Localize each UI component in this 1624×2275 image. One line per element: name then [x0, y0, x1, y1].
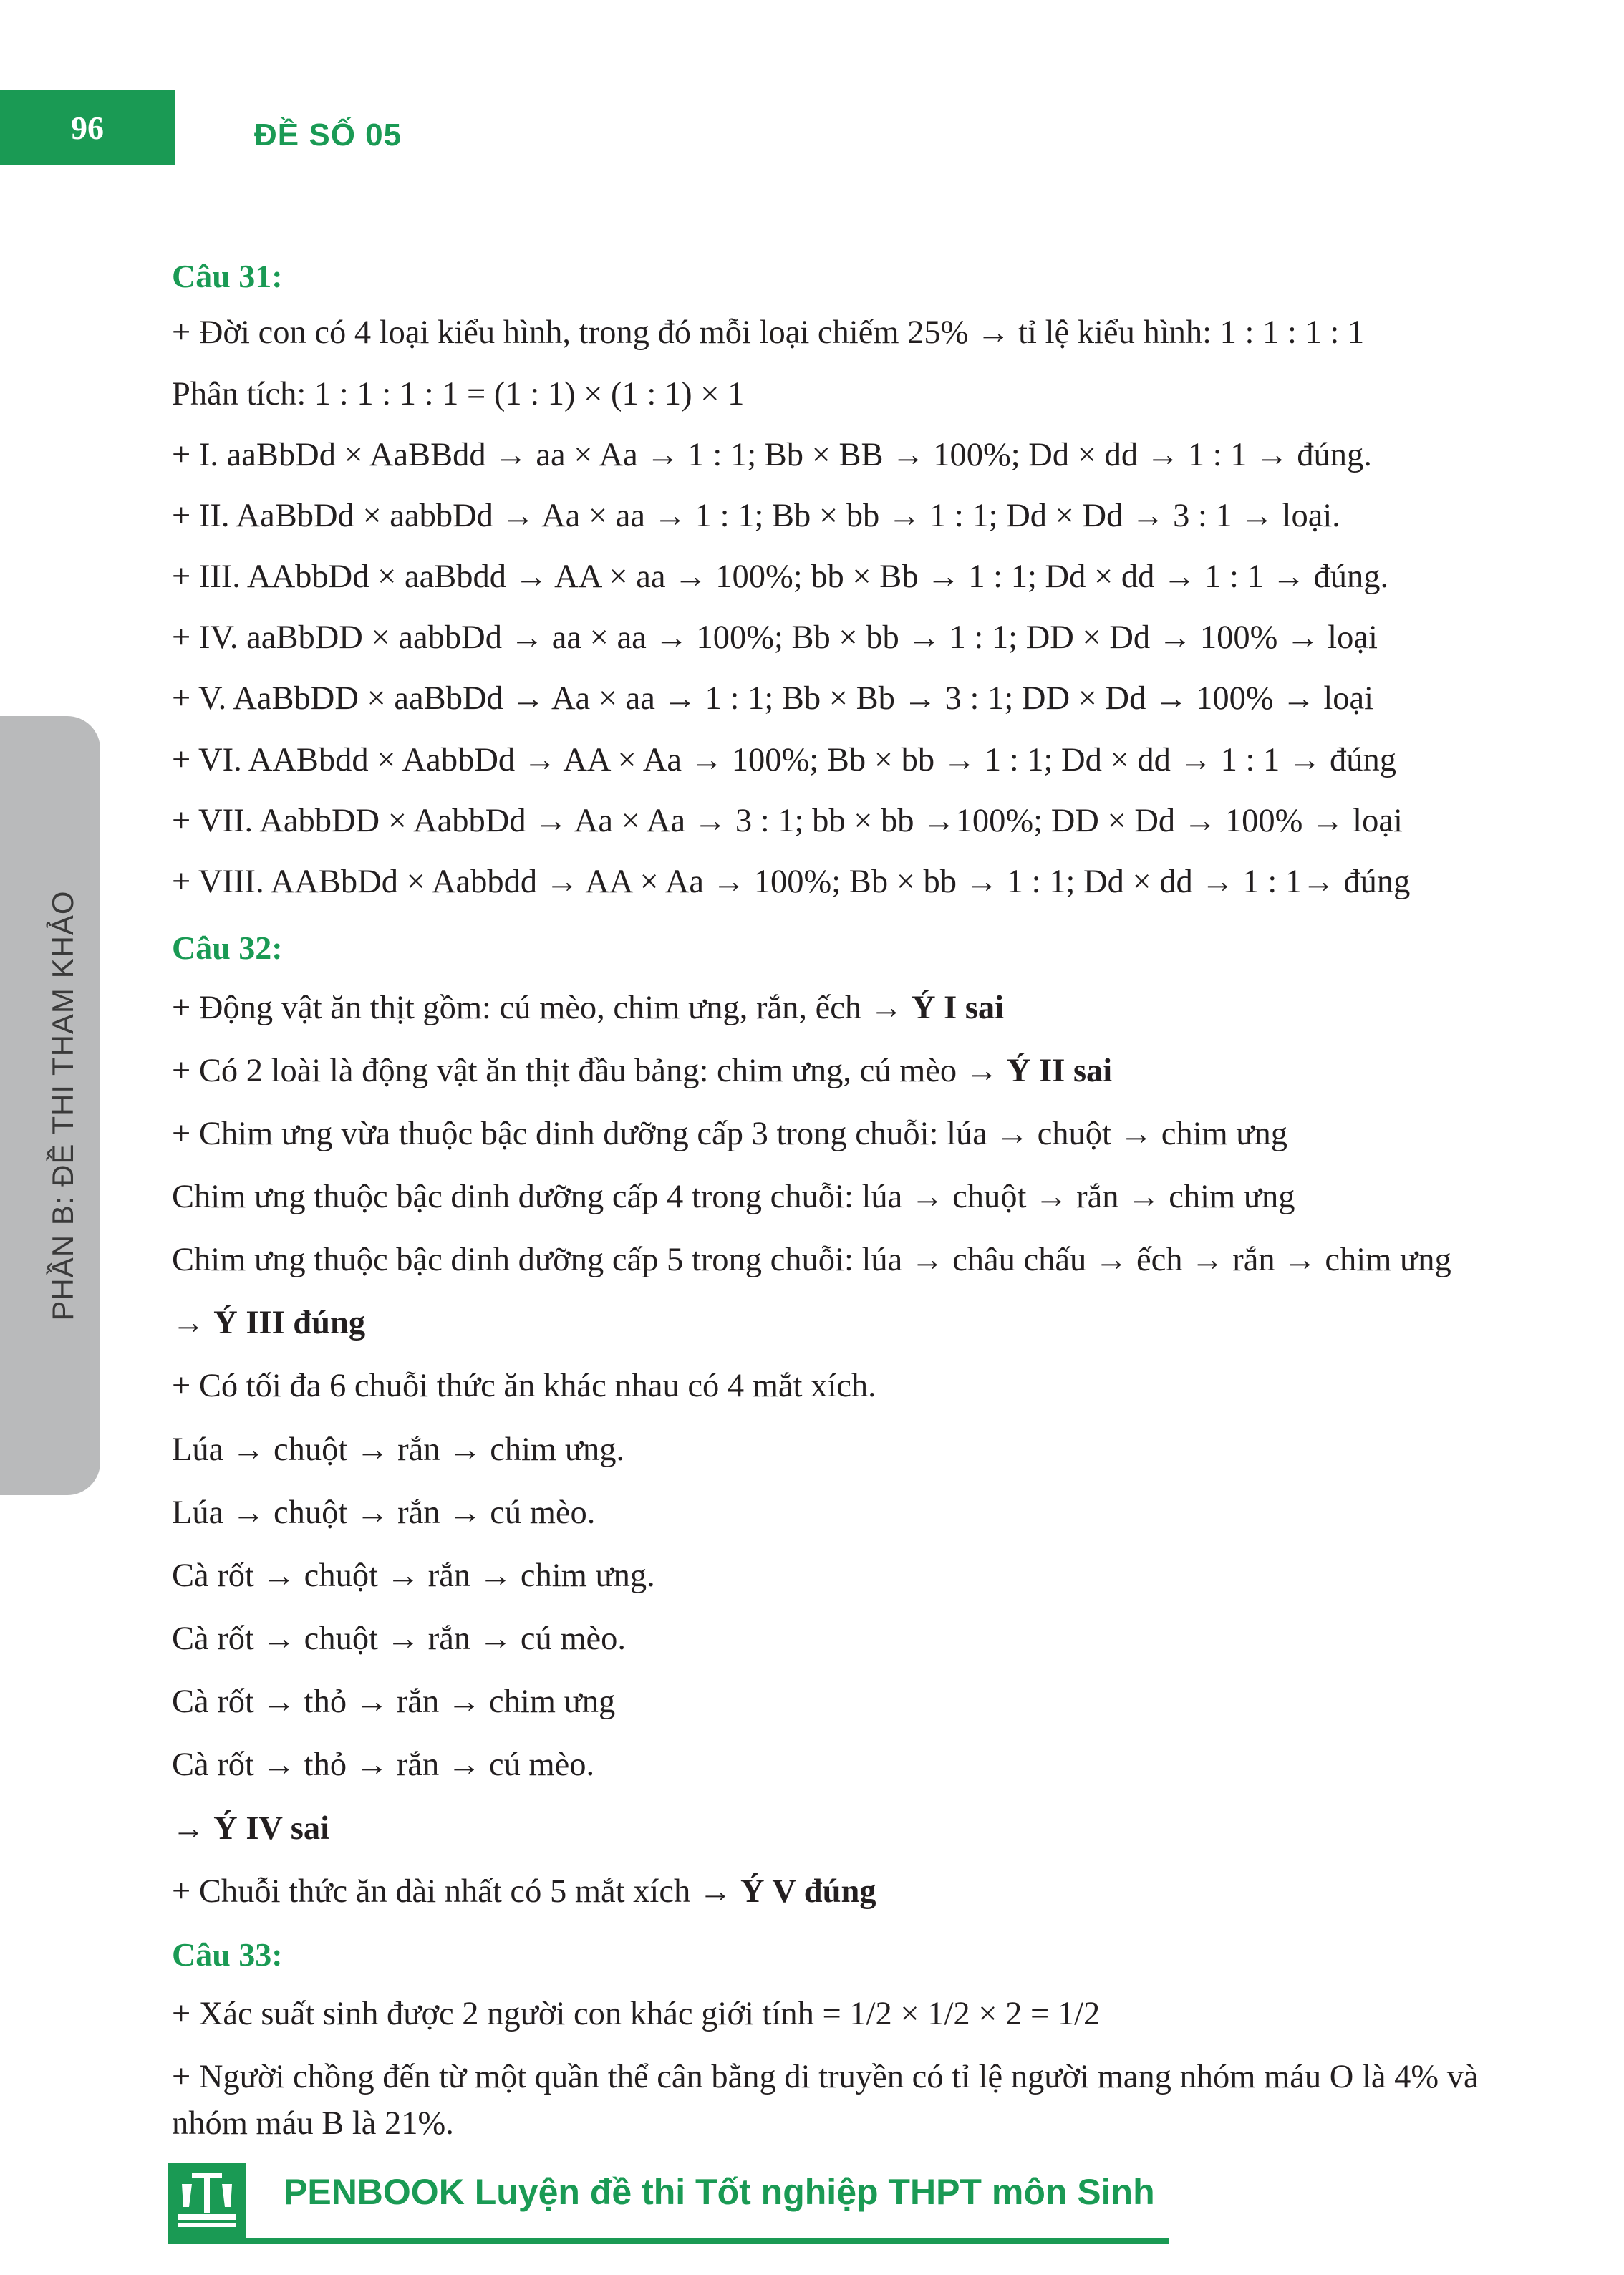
q31-line: + I. aaBbDd × AaBBdd → aa × Aa → 1 : 1; Bb × BB → 100%; Dd × dd → 1 : 1 → đúng.: [172, 436, 1372, 473]
q31-line: + VII. AabbDD × AabbDd → Aa × Aa → 3 : 1; bb × bb →100%; DD × Dd → 100% → loại: [172, 802, 1403, 839]
arrow-glyph: →: [172, 1305, 214, 1342]
question-32-section: [172, 925, 1489, 1915]
q32-line: Chim ưng thuộc bậc dinh dưỡng cấp 4 trong chuỗi: lúa → chuột → rắn → chim ưng: [172, 1178, 1295, 1215]
food-chain-item: Cà rốt → thỏ → rắn → chim ưng: [172, 1684, 616, 1721]
food-chain-item: Cà rốt → chuột → rắn → chim ưng.: [172, 1557, 655, 1594]
q31-line: + VIII. AABbDd × Aabbdd → AA × Aa → 100%; Bb × bb → 1 : 1; Dd × dd → 1 : 1→ đúng: [172, 863, 1411, 900]
q31-line: + Đời con có 4 loại kiểu hình, trong đó mỗi loại chiếm 25% → tỉ lệ kiểu hình: 1 : 1 : 1 : 1: [172, 314, 1365, 352]
footer-book-title: PENBOOK Luyện đề thi Tốt nghiệp THPT môn Sinh: [284, 2172, 1155, 2212]
q32-line: Chim ưng thuộc bậc dinh dưỡng cấp 5 trong chuỗi: lúa → châu chấu → ếch → rắn → chim ưng: [172, 1242, 1451, 1279]
q32-line: [172, 1048, 1489, 1094]
question-33-section: [172, 1932, 1489, 2147]
q33-line: + Người chồng đến từ một quần thể cân bằng di truyền có tỉ lệ người mang nhóm máu O là 4% và nhóm máu B là 21%.: [172, 2059, 1479, 2142]
q32-line-text: + Động vật ăn thịt gồm: cú mèo, chim ưng, rắn, ếch →: [172, 989, 912, 1026]
food-chain-item: Lúa → chuột → rắn → cú mèo.: [172, 1494, 596, 1531]
q32-line: [172, 985, 1489, 1031]
question-31-heading: Câu 31:: [172, 258, 283, 294]
q31-line: + III. AAbbDd × aaBbdd → AA × aa → 100%; bb × Bb → 1 : 1; Dd × dd → 1 : 1 → đúng.: [172, 559, 1389, 596]
page-number: 96: [0, 90, 175, 165]
question-33-heading: Câu 33:: [172, 1936, 283, 1973]
q32-line-text: + Có 2 loài là động vật ăn thịt đầu bảng: chim ưng, cú mèo →: [172, 1052, 1007, 1089]
q32-line: [172, 1806, 1489, 1852]
food-chain-item: Cà rốt → thỏ → rắn → cú mèo.: [172, 1747, 595, 1784]
penbook-logo-icon: [168, 2163, 246, 2238]
q31-line: + VI. AABbdd × AabbDd → AA × Aa → 100%; Bb × bb → 1 : 1; Dd × dd → 1 : 1 → đúng: [172, 741, 1397, 778]
q32-line-text: + Chuỗi thức ăn dài nhất có 5 mắt xích →: [172, 1873, 740, 1910]
food-chain-item: Lúa → chuột → rắn → chim ưng.: [172, 1431, 625, 1468]
q32-verdict: Ý II sai: [1006, 1052, 1113, 1089]
answer-content: [172, 253, 1489, 2164]
side-tab-label: PHẦN B: ĐỀ THI THAM KHẢO: [46, 890, 79, 1321]
arrow-glyph: →: [172, 1810, 214, 1847]
q32-line: + Chim ưng vừa thuộc bậc dinh dưỡng cấp 3 trong chuỗi: lúa → chuột → chim ưng: [172, 1115, 1287, 1152]
q33-line: + Xác suất sinh được 2 người con khác giới tính = 1/2 × 1/2 × 2 = 1/2: [172, 1996, 1101, 2033]
q31-line: Phân tích: 1 : 1 : 1 : 1 = (1 : 1) × (1 : 1) × 1: [172, 375, 745, 412]
q31-line: + IV. aaBbDD × aabbDd → aa × aa → 100%; Bb × bb → 1 : 1; DD × Dd → 100% → loại: [172, 619, 1378, 657]
food-chain-item: Cà rốt → chuột → rắn → cú mèo.: [172, 1620, 627, 1658]
question-31-section: [172, 253, 1489, 905]
q32-line: [172, 1869, 1489, 1915]
q32-verdict: Ý I sai: [911, 989, 1005, 1026]
question-32-heading: Câu 32:: [172, 929, 283, 967]
q32-verdict: Ý IV sai: [213, 1810, 330, 1847]
q32-line: + Có tối đa 6 chuỗi thức ăn khác nhau có 4 mắt xích.: [172, 1368, 876, 1405]
q32-verdict: Ý III đúng: [213, 1305, 366, 1342]
exam-title: ĐỀ SỐ 05: [254, 117, 402, 153]
q31-line: + V. AaBbDD × aaBbDd → Aa × aa → 1 : 1; Bb × Bb → 3 : 1; DD × Dd → 100% → loại: [172, 680, 1374, 718]
q32-line: [172, 1300, 1489, 1346]
footer-divider: [168, 2238, 1169, 2244]
q32-verdict: Ý V đúng: [740, 1873, 876, 1910]
footer: [168, 2163, 1169, 2246]
q31-line: + II. AaBbDd × aabbDd → Aa × aa → 1 : 1; Bb × bb → 1 : 1; Dd × Dd → 3 : 1 → loại.: [172, 497, 1340, 534]
